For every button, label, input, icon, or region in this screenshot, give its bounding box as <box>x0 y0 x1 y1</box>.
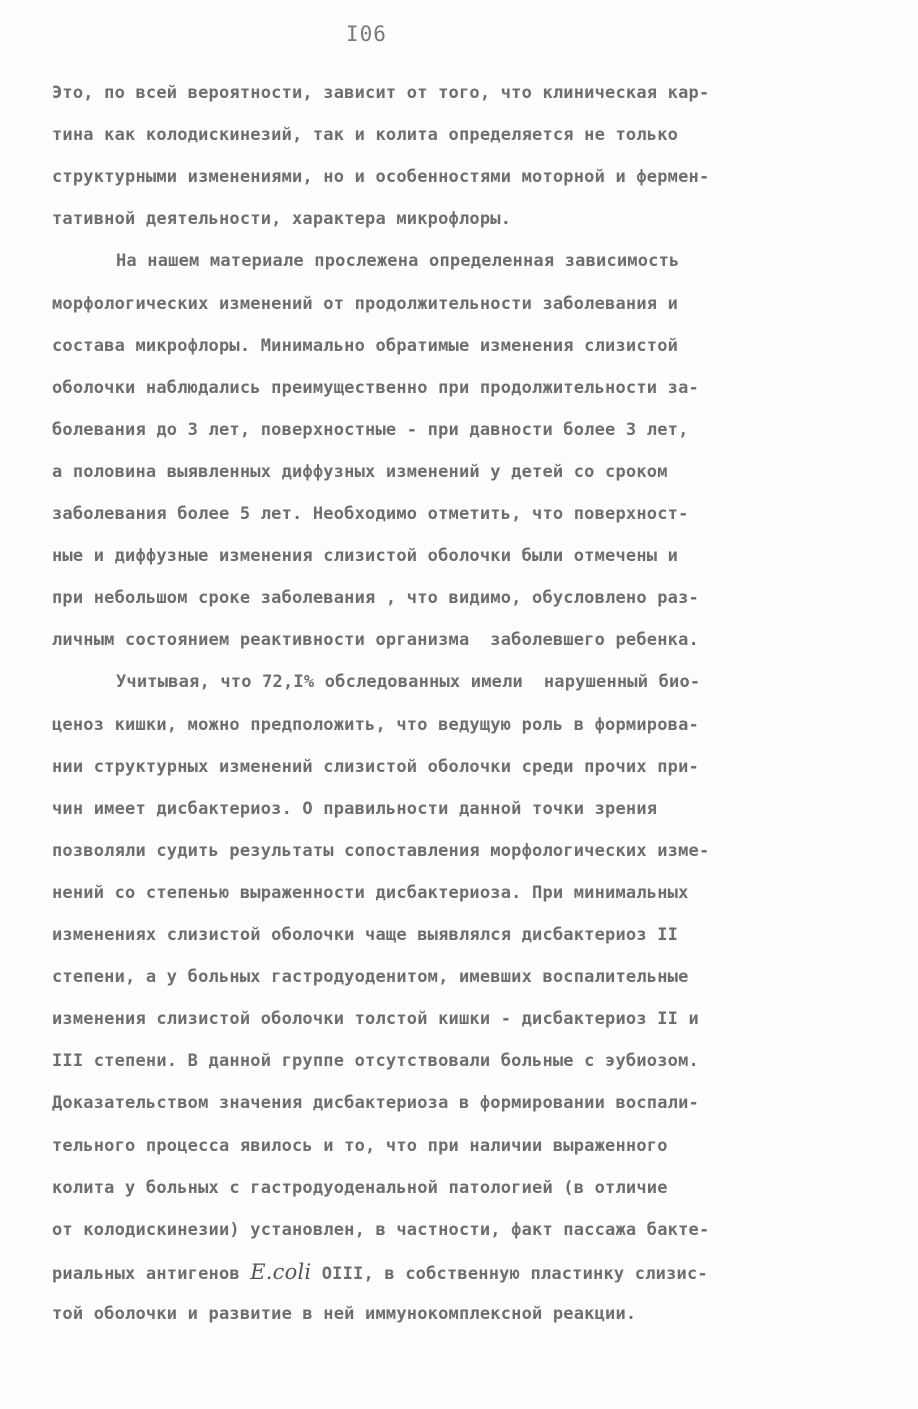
text-line: тина как колодискинезий, так и колита определяется не только <box>52 125 679 146</box>
text-line: структурными изменениями, но и особенностями моторной и фермен- <box>52 167 710 188</box>
text-line: той оболочки и развитие в ней иммунокомплексной реакции. <box>52 1303 637 1324</box>
text-line: изменения слизистой оболочки толстой кишки - дисбактериоз II и <box>52 1009 699 1030</box>
text-line: На нашем материале прослежена определенная зависимость <box>116 251 680 272</box>
text-line: нии структурных изменений слизистой оболочки среди прочих при- <box>52 756 699 777</box>
text-line: оболочки наблюдались преимущественно при продолжительности за- <box>52 377 699 398</box>
text-line: личным состоянием реактивности организма заболевшего ребенка. <box>52 630 699 651</box>
text-line: ценоз кишки, можно предположить, что ведущую роль в формирова- <box>52 714 699 735</box>
text-line: Это, по всей вероятности, зависит от того, что клиническая кар- <box>52 83 710 103</box>
text-line: колита у больных с гастродуоденальной патологией (в отличие <box>52 1177 668 1198</box>
text-line: морфологических изменений от продолжительности заболевания и <box>52 293 679 314</box>
text-fragment: OIII, в собственную пластинку слизис- <box>311 1263 708 1284</box>
text-line: заболевания более 5 лет. Необходимо отметить, что поверхност- <box>52 504 689 524</box>
page-number: I06 <box>346 22 387 46</box>
text-line: а половина выявленных диффузных изменений у детей со сроком <box>52 461 668 482</box>
text-line: Доказательством значения дисбактериоза в формировании воспали- <box>52 1093 699 1114</box>
text-fragment: риальных антигенов <box>52 1263 251 1284</box>
text-line: состава микрофлоры. Минимально обратимые изменения слизистой <box>52 335 679 356</box>
text-line: III степени. В данной группе отсутствовали больные с эубиозом. <box>52 1051 699 1072</box>
text-line: степени, а у больных гастродуоденитом, имевших воспалительные <box>52 967 689 988</box>
text-line: при небольшом сроке заболевания , что видимо, обусловлено раз- <box>52 588 699 609</box>
text-line: тельного процесса явилось и то, что при наличии выраженного <box>52 1135 668 1156</box>
handwritten-insertion: E.coli <box>250 1259 312 1284</box>
text-line: болевания до 3 лет, поверхностные - при давности более 3 лет, <box>52 419 689 440</box>
text-line <box>52 1255 708 1289</box>
text-line: чин имеет дисбактериоз. О правильности данной точки зрения <box>52 798 658 819</box>
text-line: тативной деятельности, характера микрофлоры. <box>52 209 512 230</box>
text-line: изменениях слизистой оболочки чаще выявлялся дисбактериоз II <box>52 925 679 945</box>
text-line: позволяли судить результаты сопоставления морфологических изме- <box>52 840 710 861</box>
text-line: ные и диффузные изменения слизистой оболочки были отмечены и <box>52 546 679 567</box>
text-line: нений со степенью выраженности дисбактериоза. При минимальных <box>52 882 689 903</box>
text-line: Учитывая, что 72,I% обследованных имели нарушенный био- <box>116 672 701 693</box>
text-line: от колодискинезии) установлен, в частности, факт пассажа бакте- <box>52 1219 710 1240</box>
